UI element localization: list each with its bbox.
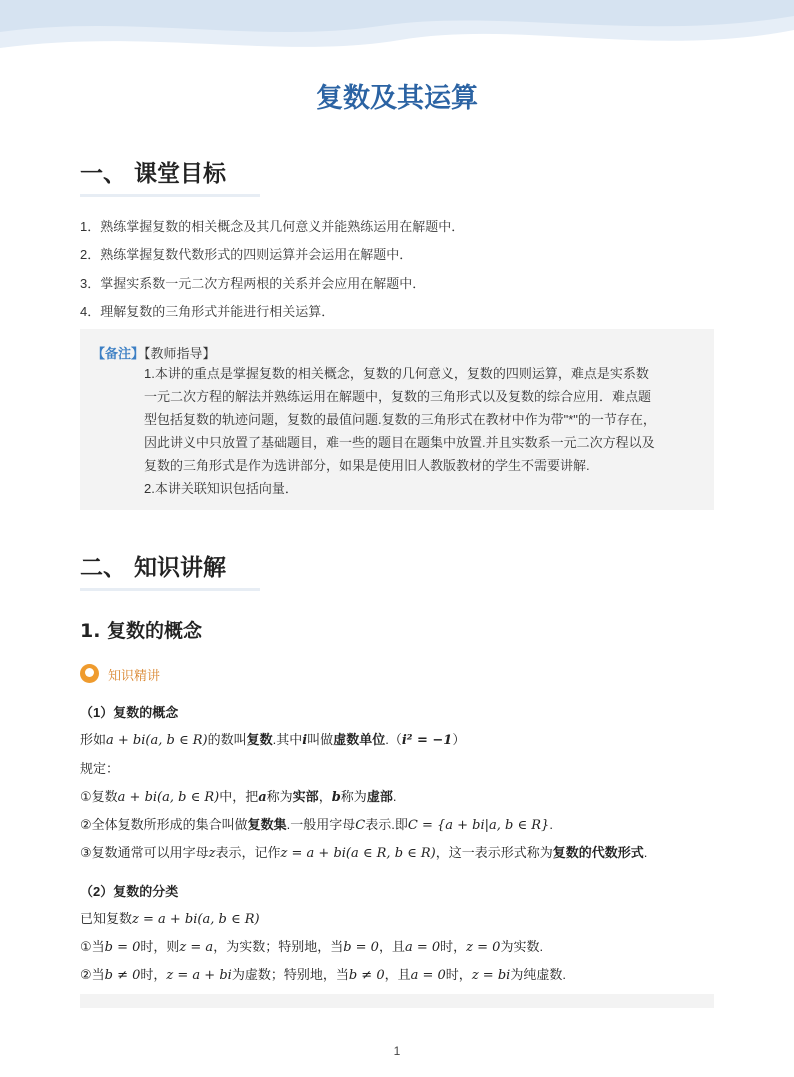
text: 为纯虚数. xyxy=(510,967,566,982)
note-line: 因此讲义中只放置了基础题目，难一些的题目在题集中放置.并且实数系一元二次方程以及 xyxy=(144,435,655,450)
text: 形如 xyxy=(80,732,107,747)
math: z = a xyxy=(179,940,214,955)
objective-item: 4．理解复数的三角形式并能进行相关运算． xyxy=(80,304,335,319)
rule-item xyxy=(80,814,553,833)
math: a + bi(a, b ∈ R) xyxy=(117,790,220,805)
given-line xyxy=(80,908,260,927)
header-wave-decoration xyxy=(0,0,794,62)
note-body xyxy=(144,362,700,500)
text: 时，则 xyxy=(140,939,180,954)
subsection-heading: 1. 复数的概念 xyxy=(80,620,203,642)
math: z = a + bi(a, b ∈ R) xyxy=(132,912,260,927)
text: .其中 xyxy=(272,732,303,747)
text: 为虚数；特别地，当 xyxy=(231,967,349,982)
text: 叫做 xyxy=(307,732,334,747)
note-tag: 【备注】 xyxy=(92,346,145,361)
part-heading: （2）复数的分类 xyxy=(80,884,179,899)
text: ，且 xyxy=(384,967,411,982)
objective-item: 3．掌握实系数一元二次方程两根的关系并会应用在解题中． xyxy=(80,276,426,291)
classification-case xyxy=(80,964,566,983)
term: 复数的代数形式 xyxy=(552,845,644,860)
term: 实部 xyxy=(292,789,319,804)
section-heading-knowledge: 二、 知识讲解 xyxy=(80,555,227,581)
note-line: 复数的三角形式是作为选讲部分，如果是使用旧人教版教材的学生不需要讲解. xyxy=(144,458,590,473)
text: ②全体复数所形成的集合叫做 xyxy=(80,817,248,832)
content-box-edge xyxy=(80,994,714,1008)
text: ①复数 xyxy=(80,789,118,804)
math: i xyxy=(302,733,308,748)
text: 时， xyxy=(140,967,167,982)
math: b ≠ 0 xyxy=(348,968,385,983)
note-line: 一元二次方程的解法并熟练运用在解题中，复数的三角形式以及复数的综合应用．难点题 xyxy=(144,389,652,404)
math: a = 0 xyxy=(410,968,446,983)
text: 时， xyxy=(445,967,472,982)
classification-case xyxy=(80,936,543,955)
math: z = 0 xyxy=(466,940,501,955)
math: a + bi(a, b ∈ R) xyxy=(106,733,208,748)
text: 中，把 xyxy=(219,789,259,804)
section-heading-objectives: 一、 课堂目标 xyxy=(80,161,227,187)
math: b ≠ 0 xyxy=(104,968,141,983)
text: . xyxy=(549,817,553,832)
term: 虚数单位 xyxy=(333,732,386,747)
note-line: 2.本讲关联知识包括向量． xyxy=(144,481,298,496)
text: . xyxy=(392,789,397,804)
text: ，且 xyxy=(378,939,405,954)
text: 时， xyxy=(440,939,467,954)
lightbulb-icon xyxy=(80,664,99,683)
math: z = a + bi(a ∈ R, b ∈ R) xyxy=(280,846,436,861)
rule-item xyxy=(80,786,396,805)
text: ②当 xyxy=(80,967,105,982)
note-line: 1.本讲的重点是掌握复数的相关概念，复数的几何意义，复数的四则运算，难点是实系数 xyxy=(144,366,649,381)
text: 为实数. xyxy=(500,939,544,954)
objective-item: 1．熟练掌握复数的相关概念及其几何意义并能熟练运用在解题中． xyxy=(80,219,465,234)
teacher-note-box xyxy=(80,329,714,510)
math: i² = −1 xyxy=(401,733,453,748)
math: b xyxy=(331,790,341,805)
text: .一般用字母 xyxy=(286,817,356,832)
math: z = bi xyxy=(471,968,511,983)
text: . xyxy=(643,845,648,860)
section-underline xyxy=(80,588,260,591)
math: C xyxy=(355,818,366,833)
section-underline xyxy=(80,194,260,197)
math: b = 0 xyxy=(343,940,379,955)
rule-label: 规定： xyxy=(80,761,120,776)
note-header xyxy=(92,343,216,362)
text: 表示，记作 xyxy=(215,845,281,860)
rule-item xyxy=(80,842,647,861)
text: 表示.即 xyxy=(365,817,408,832)
math: z xyxy=(208,846,216,861)
tip-label: 知识精讲 xyxy=(108,668,161,683)
term: 复数集 xyxy=(247,817,287,832)
text: ①当 xyxy=(80,939,105,954)
page-number: 1 xyxy=(393,1044,401,1058)
document-title: 复数及其运算 xyxy=(316,83,478,114)
term: 复数 xyxy=(246,732,273,747)
text: ，这一表示形式称为 xyxy=(435,845,553,860)
note-line: 型包括复数的轨迹问题，复数的最值问题.复数的三角形式在教材中作为带"*"的一节存在， xyxy=(144,412,656,427)
math: a xyxy=(258,790,267,805)
text: 称为 xyxy=(340,789,367,804)
part-heading: （1）复数的概念 xyxy=(80,705,179,720)
text: 已知复数 xyxy=(80,911,133,926)
math: b = 0 xyxy=(104,940,141,955)
text: 的数叫 xyxy=(207,732,247,747)
math: a = 0 xyxy=(404,940,441,955)
math: C = {a + bi|a, b ∈ R} xyxy=(407,818,550,833)
math: z = a + bi xyxy=(166,968,232,983)
text: ， xyxy=(318,789,332,804)
text: 称为 xyxy=(266,789,293,804)
definition-line xyxy=(80,729,465,748)
text: ③复数通常可以用字母 xyxy=(80,845,209,860)
text: ） xyxy=(452,732,466,747)
text: ，为实数；特别地，当 xyxy=(213,939,344,954)
term: 虚部 xyxy=(366,789,393,804)
objective-item: 2．熟练掌握复数代数形式的四则运算并会运用在解题中． xyxy=(80,247,413,262)
note-label: 【教师指导】 xyxy=(144,346,216,361)
text: .（ xyxy=(385,732,402,747)
